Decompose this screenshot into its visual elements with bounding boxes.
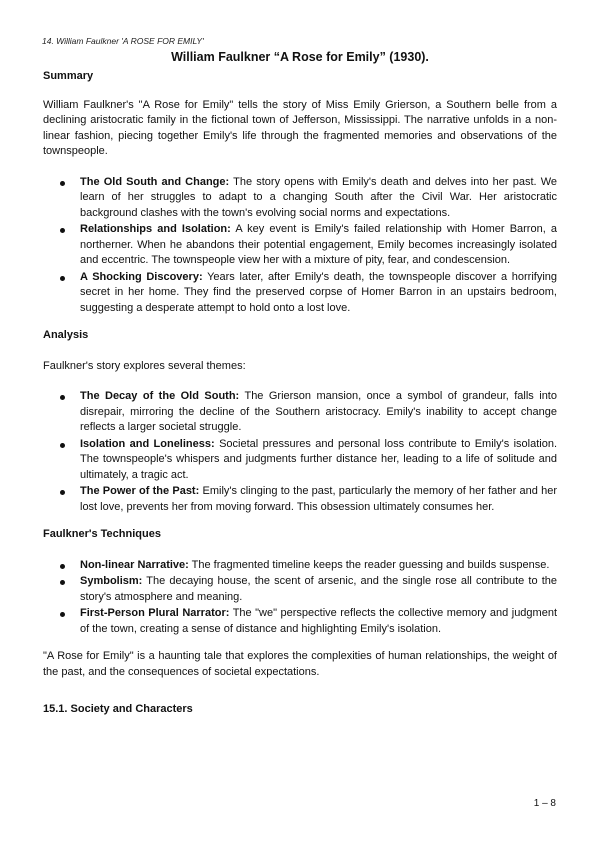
list-item xyxy=(43,574,557,605)
summary-list xyxy=(43,175,557,317)
bullet-icon xyxy=(60,228,65,233)
list-item xyxy=(43,270,557,317)
list-item-term: The Power of the Past: xyxy=(80,485,200,497)
summary-heading: Summary xyxy=(43,70,94,82)
analysis-intro: Faulkner's story explores several themes: xyxy=(43,359,246,372)
list-item xyxy=(43,389,557,436)
list-item-text: The fragmented timeline keeps the reader guessing and builds suspense. xyxy=(191,558,550,571)
next-section-heading: 15.1. Society and Characters xyxy=(43,703,193,715)
list-item-term: A Shocking Discovery: xyxy=(80,270,203,283)
analysis-heading: Analysis xyxy=(43,329,89,341)
list-item xyxy=(43,437,557,484)
list-item-text: Emily's clinging to the past, particularly the memory of her father and her lost love, prevents her from moving forward. This obsession ultimately consumes her. xyxy=(80,485,557,513)
bullet-icon xyxy=(60,443,65,448)
list-item xyxy=(43,558,557,574)
list-item-text: Societal pressures and personal loss contribute to Emily's isolation. The townspeople's whispers and judgments further distance her, leading to a life of solitude and ultimately, a tragic act. xyxy=(80,437,558,481)
bullet-icon xyxy=(60,276,65,281)
page-number: 1 – 8 xyxy=(533,798,556,809)
list-item-term: First-Person Plural Narrator: xyxy=(80,607,230,619)
list-item-term: The Old South and Change: xyxy=(80,175,230,188)
techniques-heading: Faulkner's Techniques xyxy=(43,528,161,540)
bullet-icon xyxy=(60,580,65,585)
list-item-text: A key event is Emily's failed relationship with Homer Barron, a northerner. When he abandons their potential engagement, Emily becomes increasingly isolated and eccentric. The townspeople view her with a mixture of pity, fear, and condescension. xyxy=(80,223,558,266)
list-item-text: Years later, after Emily's death, the townspeople discover a horrifying secret in her home. They find the preserved corpse of Homer Barron in an upstairs bedroom, suggesting a desperate attempt to hold onto a lost love. xyxy=(80,270,558,314)
list-item-term: Symbolism: xyxy=(80,575,143,587)
list-item-text: The Grierson mansion, once a symbol of grandeur, falls into disrepair, mirroring the decline of the Southern aristocracy. Emily's inability to accept change reflects a larger societal struggle. xyxy=(80,390,557,433)
conclusion-paragraph: "A Rose for Emily" is a haunting tale that explores the complexities of human relationships, the weight of the past, and the consequences of societal expectations. xyxy=(43,650,557,678)
list-item-text: The decaying house, the scent of arsenic, and the single rose all contribute to the story's atmosphere and meaning. xyxy=(80,575,557,603)
bullet-icon xyxy=(60,564,65,569)
techniques-list xyxy=(43,558,557,638)
list-item xyxy=(43,484,557,515)
document-body xyxy=(43,69,557,718)
running-header: 14. William Faulkner 'A ROSE FOR EMILY' xyxy=(42,36,204,46)
summary-intro: William Faulkner's "A Rose for Emily" tells the story of Miss Emily Grierson, a Southern belle from a declining aristocratic family in the fictional town of Jefferson, Mississippi. The narrative unfolds in a non-linear fashion, piecing together Emily's life through the fragmented memories and observations of the townspeople. xyxy=(43,98,557,157)
list-item-term: Isolation and Loneliness: xyxy=(80,437,215,450)
bullet-icon xyxy=(60,612,65,617)
document-title: William Faulkner “A Rose for Emily” (1930). xyxy=(171,50,429,64)
bullet-icon xyxy=(60,181,65,186)
analysis-list xyxy=(43,389,557,515)
list-item-text: The story opens with Emily's death and delves into her past. We learn of her struggles to adapt to a changing South after the Civil War. Her aristocratic background clashes with the town's evolving social norms and expectations. xyxy=(80,175,558,219)
bullet-icon xyxy=(60,490,65,495)
list-item xyxy=(43,606,557,637)
list-item-term: The Decay of the Old South: xyxy=(80,390,240,402)
list-item xyxy=(43,222,557,269)
list-item xyxy=(43,175,557,222)
list-item-text: The "we" perspective reflects the collective memory and judgment of the town, creating a sense of distance and highlighting Emily's isolation. xyxy=(80,607,557,635)
bullet-icon xyxy=(60,395,65,400)
list-item-term: Relationships and Isolation: xyxy=(80,223,231,235)
list-item-term: Non-linear Narrative: xyxy=(80,558,189,571)
